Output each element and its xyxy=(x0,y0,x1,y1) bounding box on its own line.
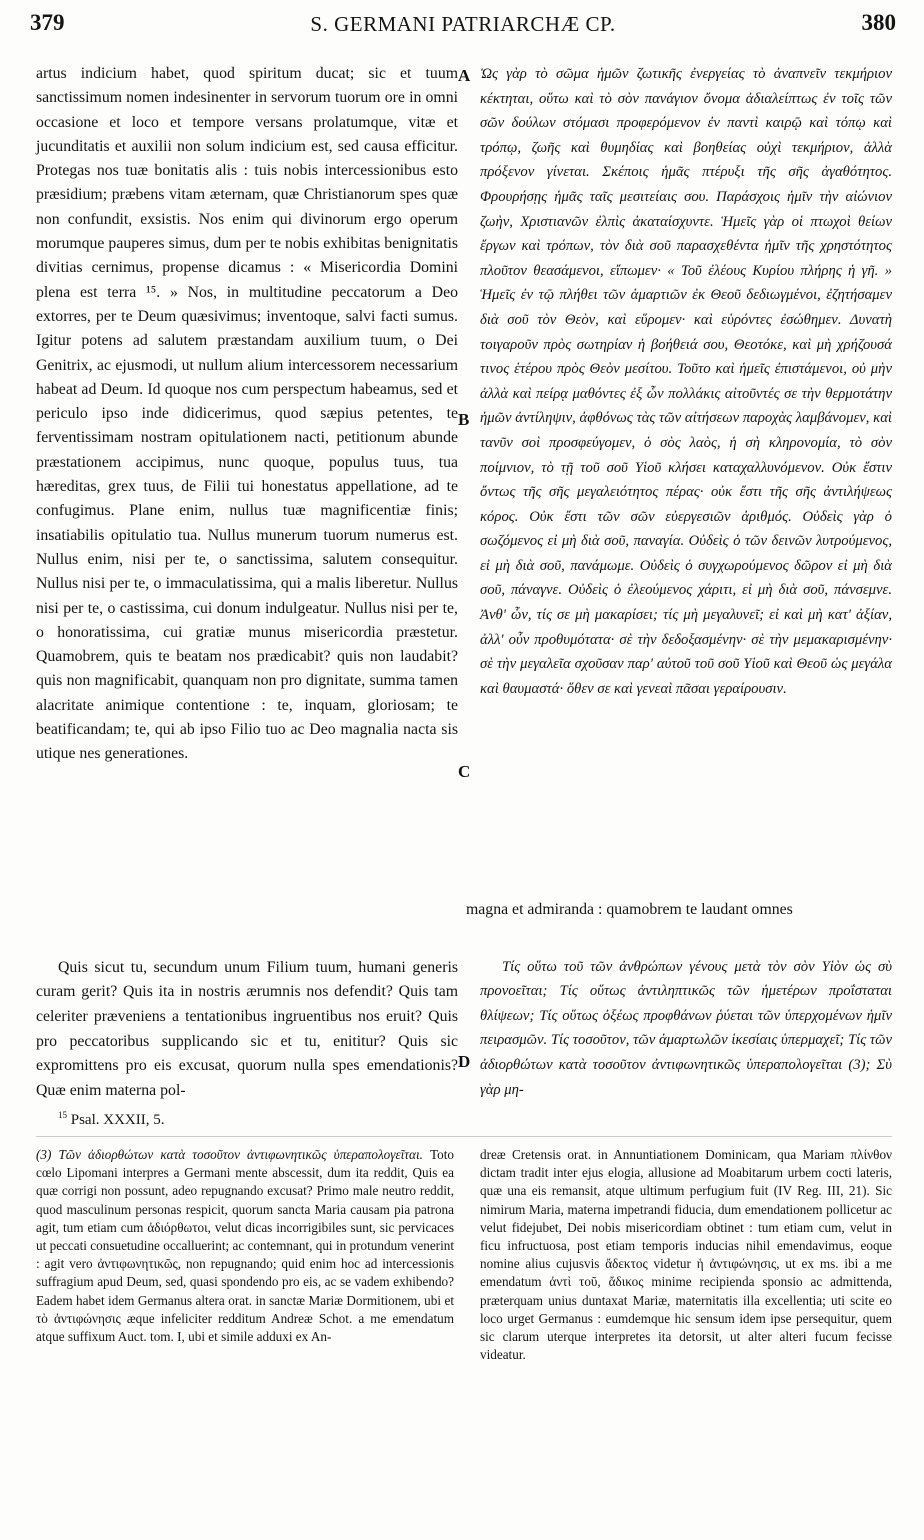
page-header xyxy=(30,8,896,46)
footnote-number: 15 xyxy=(58,1110,67,1120)
footnote-text: Psal. XXXII, 5. xyxy=(70,1112,165,1128)
note-lead: (3) Τῶν ἀδιορθώτων κατὰ τοσοῦτον ἀντιφωνητικῶς ὑπεραπολογεῖται. xyxy=(36,1147,423,1162)
latin-continuation-line: magna et admiranda : quamobrem te laudant omnes xyxy=(466,901,793,918)
note-left xyxy=(36,1146,454,1346)
greek-paragraph-2: Τίς οὕτω τοῦ τῶν ἀνθρώπων γένους μετὰ τὸν σὸν Υἱὸν ὡς σὺ προνοεῖται; Τίς οὕτως ἀντιληπτικῶς τῶν ἡμετέρων προΐσταται θλίψεων; Τίς οὕτως ὀξέως προφθάνων ῥύεται τῶν ὑπερχομένων ἡμῖν πειρασμῶν. Τίς τοσοῦτον, τῶν ἁμαρτωλῶν ἱκεσίαις ὑπερμαχεῖ; Τίς τῶν ἀδιορθώτων κατὰ τοσοῦτον ἀντιφωνητικῶς ὑπεραπολογεῖται (3); Σὺ γὰρ μη- xyxy=(480,958,892,1098)
footnote-reference xyxy=(58,1110,165,1129)
note-right: dreæ Cretensis orat. in Annuntiationem Dominicam, qua Mariam πλίνθον dictam tradit inter ejus elogia, allusione ad Moabitarum urbem cocti lateris, quæ una eis remansit, atque ultimum perfugium fuit (IV Reg. III, 21). Sic nimirum Maria, materna impetrandi fiducia, dum emendationem pollicetur ac velut fidejubet, Dei nobis misericordiam obtinet : tum etiam cum, velut in ficu infructuosa, post etiam temporis inducias nihil emendavimus, eoque nomine alius cujusvis ἄδεκτος videtur ἡ ἀντιφώνησις, ut ex ms. ibi a me emendatum ἀντὶ τοῦ, ἄδικος minime recipienda sponsio ac admittenda, præterquam unius duntaxat Mariæ, maternitatis illa excellentia; uti scite eo loco urget Germanus : eumdemque hic sensum idem ipse persequitur, quem sic clarum uterque interpretes ita detorsit, ut alter alteri fucum fecisse videatur. xyxy=(480,1147,892,1363)
margin-letter-b: B xyxy=(458,410,470,429)
note-body: Toto cœlo Lipomani interpres a Germani mente abscessit, dum ita reddit, Quis ea quæ corrigi non possunt, adeo repugnando excusat? Primo male neutro reddit, quod masculinum personas respicit, quorum sancta Maria causam pia patrona agit, tum etiam cum ἀδιόρθωτοι, velut dicas incorrigibiles sunt, sic pervicaces ut peccati consuetudine occalluerint; ac contemnant, qui in protundum venerint : agit vero ἀντιφωνητικῶς, non repugnando; quid enim hoc ad intercessionis suffragium apud Deum, sed, quasi spondendo pro eis, ac se vadem exhibendo? Eadem habet idem Germanus altera orat. in sanctæ Mariæ Dormitionem, ubi et τὸ ἀντιφώνησις æque infeliciter redditum Andreæ Schot. a me emendatum atque suffixum Auct. tom. I, ubi et simile adduxi ex An- xyxy=(36,1147,455,1345)
page-number-left: 379 xyxy=(30,10,65,35)
greek-paragraph-1: Ὡς γὰρ τὸ σῶμα ἡμῶν ζωτικῆς ἐνεργείας τὸ ἀναπνεῖν τεκμήριον κέκτηται, οὕτω καὶ τὸ σὸν πανάγιον ὄνομα ἀδιαλείπτως ἐν τοῖς τῶν σῶν δούλων στόμασι προφερόμενον ἐν παντὶ καιρῷ καὶ τόπῳ καὶ τρόπῳ, ζωῆς καὶ θυμηδίας καὶ βοηθείας οὐχὶ τεκμήριον, ἀλλὰ πρόξενον γίνεται. Σκέποις ἡμᾶς πτέρυξι τῆς σῆς ἀγαθότητος. Φρουρήσῃς ἡμᾶς ταῖς μεσιτείαις σου. Παράσχοις ἡμῖν τὴν αἰώνιον ζωὴν, Χριστιανῶν ἐλπὶς ἀκαταίσχυντε. Ἡμεῖς γὰρ οἱ πτωχοὶ θείων ἔργων καὶ τρόπων, τὸν διὰ σοῦ παρασχεθέντα ἡμῖν τῆς χρηστότητος πλοῦτον θεασάμενοι, εἴπωμεν· « Τοῦ ἐλέους Κυρίου πλήρης ἡ γῆ. » Ἡμεῖς ἐν τῷ πλήθει τῶν ἁμαρτιῶν ἐκ Θεοῦ δεδιωγμένοι, ἐζητήσαμεν διὰ σοῦ τὸν Θεὸν, καὶ εὕρομεν· καὶ εὑρόντες ἐσώθημεν. Δυνατὴ τοιγαροῦν πρὸς σωτηρίαν ἡ βοήθειά σου, Θεοτόκε, καὶ μὴ χρήζουσά τινος ἑτέρου πρὸς Θεὸν μεσίτου. Τοῦτο καὶ ἡμεῖς ἐπιστάμενοι, οὐ μὴν ἀλλὰ καὶ πείρᾳ μαθόντες ἐξ ὧν πολλάκις αἰτοῦντές σε τὴν θερμοτάτην ἡμῶν ἀντίληψιν, ἀφθόνως τὰς τῶν αἰτήσεων παροχὰς λαμβάνομεν, καὶ τανῦν σοὶ προσφεύγομεν, ὁ σὸς λαὸς, ἡ σὴ κληρονομία, τὸ σὸν ποίμνιον, τὸ τῇ τοῦ σοῦ Υἱοῦ κλήσει καταχαλλυνόμενον. Οὐκ ἔστιν ὄντως τῆς σῆς μεγαλειότητος πέρας· οὐκ ἔστι τῆς σῆς ἀντιλήψεως κόρος. Οὐκ ἔστι τῶν σῶν εὐεργεσιῶν ἀριθμός. Οὐδεὶς γὰρ ὁ σωζόμενος εἰ μὴ διὰ σοῦ, παναγία. Οὐδεὶς ὁ τῶν δεινῶν λυτρούμενος, εἰ μὴ διὰ σοῦ, πανάμωμε. Οὐδεὶς ὁ συγχωρούμενος δῶρον εἰ μὴ διὰ σοῦ, πάναγνε. Οὐδεὶς ὁ ἐλεούμενος χάριτι, εἰ μὴ διὰ σοῦ, πάνσεμνε. Ἀνθ' ὧν, τίς σε μὴ μακαρίσει; τίς μὴ μεγαλυνεῖ; εἰ καὶ μὴ κατ' ἀξίαν, ἀλλ' οὖν προθυμότατα· σὲ τὴν δεδοξασμένην· σὲ τὴν μεμακαρισμένην· σὲ τὴν μεγαλεῖα σχοῦσαν παρ' αὐτοῦ τοῦ σοῦ Υἱοῦ καὶ Θεοῦ ὡς μεγάλα καὶ θαυμαστά· ὅθεν σε καὶ γενεαὶ πᾶσαι γεραίρουσιν. xyxy=(480,66,892,697)
page-number-right: 380 xyxy=(861,10,896,35)
greek-column xyxy=(480,62,892,701)
latin-paragraph-1: artus indicium habet, quod spiritum ducat; sic et tuum sanctissimum nomen indesinenter in servorum tuorum ore in omni occasione et loco et tempore versans prolatumque, vitæ et jucunditatis et auxilii non solum indicium est, sed causa efficitur. Protegas nos tuæ bonitatis alis : tuis nobis intercessionibus esto præsidium; præbens vitam æternam, quæ Christianorum spes quæ non confundit, exsistis. Nos enim qui divinorum ergo operum morumque pauperes simus, dum per te nobis exhibitas benignitatis divitias cernimus, propense dicamus : « Misericordia Domini plena est terra ¹⁵. » Nos, in multitudine peccatorum a Deo extorres, per te Deum quæsivimus; inventoque, salvi facti sumus. Igitur potens ad salutem præstandam auxilium tuum, o Dei Genitrix, ac ejusmodi, ut nullum alium intercessorem necessarium habeat ad Deum. Id quoque nos cum perspectum habeamus, sed et periculo ipso inde didicerimus, quod sæpius petentes, te ferventissimam nostram opitulationem nacti, petitionum abunde præstationem accipimus, nunc quoque, populus tuus, tua hæreditas, grex tuus, de Filii tui honestatus appellatione, ad te confugimus. Plane enim, nullus tuæ magnificentiæ finis; insatiabilis opitulatio tua. Nullus munerum tuorum numerus est. Nullus enim, nisi per te, o sanctissima, salutem consequitur. Nullus nisi per te, o immaculatissima, qui a malis liberetur. Nullus nisi per te, o castissima, cui donum indulgeatur. Nullus nisi per te, o honoratissima, cui gratiæ munus misericordia præstetur. Quamobrem, quis te beatam nos prædicabit? quis non laudabit? quis non magnificabit, quanquam non pro dignitate, summa tamen alacritate animique contentione : te, inquam, gloriosam; te beatificandam; te, qui ab ipso Filio tuo ac Deo magnalia nacta sis utique nes generationes. xyxy=(36,65,458,763)
notes-divider xyxy=(36,1136,892,1137)
margin-letter-d: D xyxy=(458,1052,471,1071)
margin-letter-a: A xyxy=(458,66,471,85)
margin-letter-c: C xyxy=(458,762,471,781)
latin-paragraph-2: Quis sicut tu, secundum unum Filium tuum, humani generis curam gerit? Quis ita in nostris ærumnis nos defendit? Quis tam celeriter præveniens a tentationibus ingruentibus nos eruit? Quis pro peccatoribus supplicando sic et tu, enititur? Quis sic expromittens pro eis excusat, quorum nulla spes emendationis? Quæ enim materna pol- xyxy=(36,958,458,1099)
running-title: S. GERMANI PATRIARCHÆ CP. xyxy=(310,12,616,36)
latin-column xyxy=(36,62,458,767)
